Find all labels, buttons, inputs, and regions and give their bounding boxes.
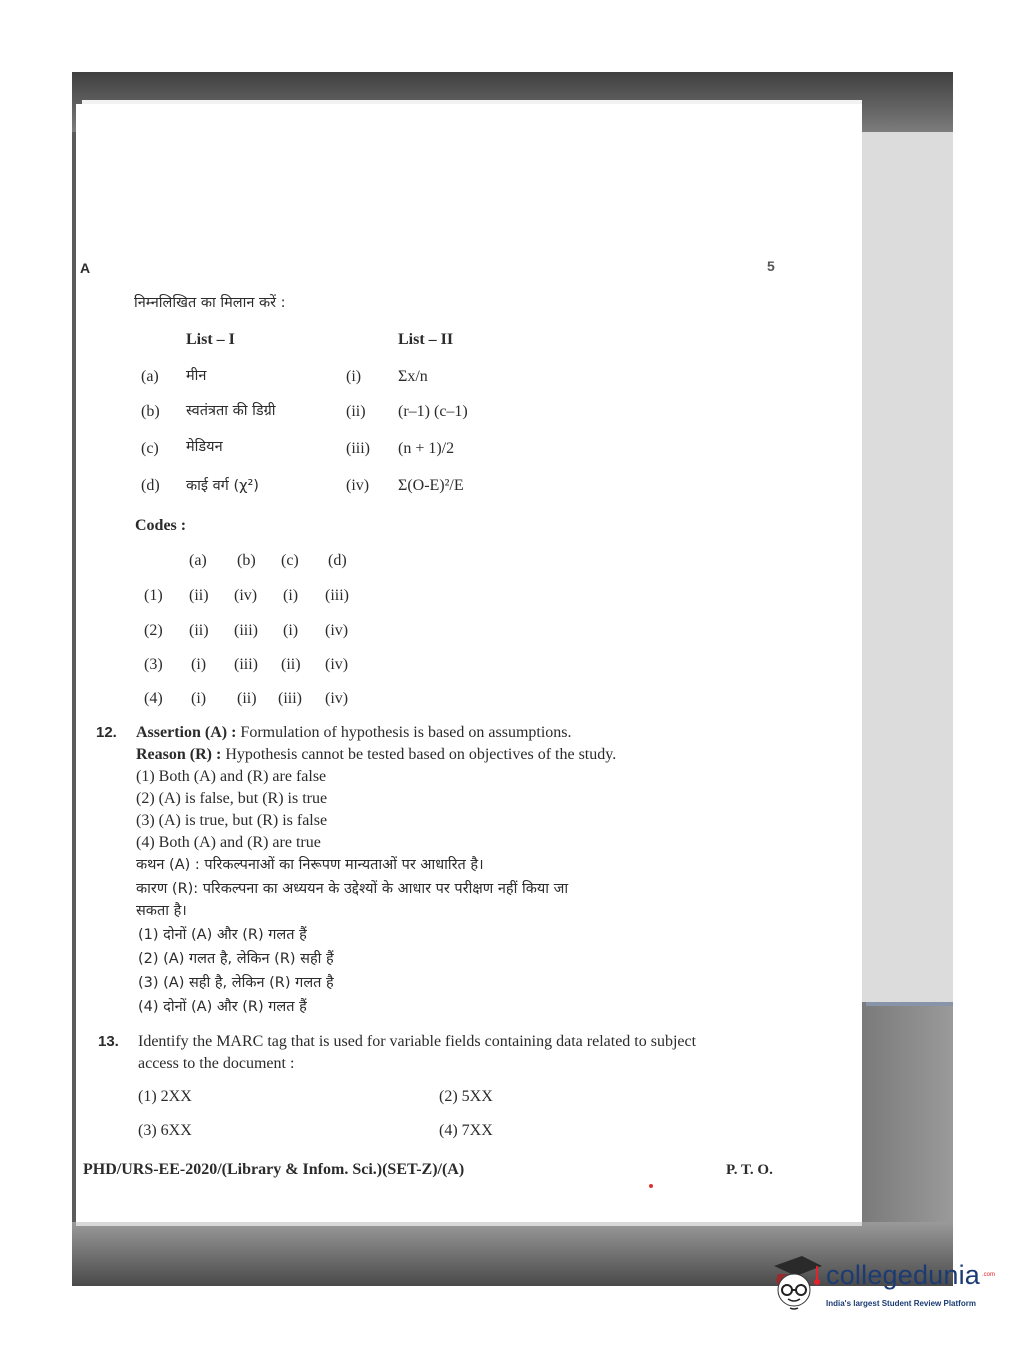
- match-row-num: (ii): [346, 403, 366, 420]
- match-row-num: (i): [346, 368, 362, 385]
- q13-option: (1) 2XX: [138, 1088, 192, 1105]
- q12-option-en: (2) (A) is false, but (R) is true: [136, 790, 328, 807]
- code-value: (iv): [234, 587, 258, 604]
- code-header: (b): [237, 552, 256, 569]
- code-header: (d): [328, 552, 347, 569]
- match-row-formula: Σ(O-E)²/E: [398, 477, 464, 494]
- set-letter: A: [80, 260, 91, 276]
- code-value: (iii): [234, 622, 258, 639]
- code-value: (iii): [278, 690, 302, 707]
- match-row-num: (iv): [346, 477, 370, 494]
- q12-hindi-reason: कारण (R): परिकल्पना का अध्ययन के उद्देश्यों के आधार पर परीक्षण नहीं किया जा: [136, 881, 569, 897]
- list2-heading: List – II: [398, 331, 454, 348]
- brand-tld: .com: [982, 1272, 996, 1278]
- q12-option-hi: (1) दोनों (A) और (R) गलत हैं: [138, 927, 307, 943]
- q12-reason: [136, 745, 616, 765]
- code-value: (iv): [325, 622, 349, 639]
- match-row-label: (d): [141, 477, 160, 494]
- match-row-label: (c): [141, 440, 159, 457]
- match-row-label: (a): [141, 368, 159, 385]
- match-row-item: मीन: [186, 368, 207, 384]
- code-value: (ii): [281, 656, 301, 673]
- match-row-item: काई वर्ग (χ²): [186, 478, 259, 494]
- q12-hindi-assertion: कथन (A) : परिकल्पनाओं का निरूपण मान्यताओं पर आधारित है।: [136, 857, 484, 873]
- match-row-item: मेडियन: [186, 439, 223, 455]
- q12-option-hi: (2) (A) गलत है, लेकिन (R) सही हैं: [138, 951, 334, 967]
- q13-question: Identify the MARC tag that is used for variable fields containing data related to subject: [138, 1033, 697, 1050]
- match-row-label: (b): [141, 403, 160, 420]
- code-option: (3): [144, 656, 163, 673]
- brand-tagline: India's largest Student Review Platform: [826, 1299, 976, 1308]
- scan-edge-line: [866, 1002, 953, 1006]
- page-bottom-edge: [76, 1222, 862, 1226]
- match-row-formula: (n + 1)/2: [398, 440, 455, 457]
- q12-option-hi: (4) दोनों (A) और (R) गलत हैं: [138, 999, 307, 1015]
- code-value: (ii): [237, 690, 257, 707]
- scan-mark: [649, 1184, 653, 1188]
- code-value: (iii): [325, 587, 349, 604]
- q12-option-en: (4) Both (A) and (R) are true: [136, 834, 321, 851]
- reason-text: Hypothesis cannot be tested based on objectives of the study.: [221, 746, 617, 763]
- code-value: (i): [283, 622, 299, 639]
- code-value: (iv): [325, 656, 349, 673]
- assertion-label: Assertion (A) :: [136, 724, 237, 741]
- paper-code: PHD/URS-EE-2020/(Library & Infom. Sci.)(SET-Z)/(A): [83, 1161, 465, 1178]
- code-value: (ii): [189, 622, 209, 639]
- collegedunia-watermark: [768, 1252, 998, 1318]
- q12-option-en: (1) Both (A) and (R) are false: [136, 768, 327, 785]
- graduate-mascot-icon: [768, 1252, 824, 1316]
- q12-hindi-reason-cont: सकता है।: [136, 903, 187, 919]
- q12-assertion: [136, 723, 572, 743]
- code-header: (c): [281, 552, 299, 569]
- q11-instruction: निम्नलिखित का मिलान करें :: [134, 295, 286, 311]
- scan-right-page-edge: [862, 132, 953, 1002]
- q12-option-hi: (3) (A) सही है, लेकिन (R) गलत है: [138, 975, 334, 991]
- list1-heading: List – I: [186, 331, 235, 348]
- match-row-item: स्वतंत्रता की डिग्री: [186, 403, 276, 419]
- code-option: (4): [144, 690, 163, 707]
- code-header: (a): [189, 552, 207, 569]
- q13-option: (2) 5XX: [439, 1088, 493, 1105]
- assertion-text: Formulation of hypothesis is based on assumptions.: [236, 724, 572, 741]
- page-number: 5: [767, 258, 775, 274]
- code-value: (iv): [325, 690, 349, 707]
- code-value: (ii): [189, 587, 209, 604]
- match-row-formula: (r–1) (c–1): [398, 403, 468, 420]
- q12-option-en: (3) (A) is true, but (R) is false: [136, 812, 328, 829]
- code-value: (i): [283, 587, 299, 604]
- code-value: (i): [191, 656, 207, 673]
- code-option: (2): [144, 622, 163, 639]
- match-row-formula: Σx/n: [398, 368, 428, 385]
- code-value: (iii): [234, 656, 258, 673]
- code-value: (i): [191, 690, 207, 707]
- q13-number: 13.: [98, 1033, 119, 1050]
- pto-label: P. T. O.: [726, 1162, 773, 1178]
- q13-option: (3) 6XX: [138, 1122, 192, 1139]
- match-row-num: (iii): [346, 440, 370, 457]
- brand-name: collegedunia: [826, 1260, 981, 1290]
- reason-label: Reason (R) :: [136, 746, 222, 763]
- q13-option: (4) 7XX: [439, 1122, 493, 1139]
- code-option: (1): [144, 587, 163, 604]
- q12-number: 12.: [96, 724, 117, 741]
- q13-question-cont: access to the document :: [138, 1055, 295, 1072]
- codes-label: Codes :: [135, 517, 187, 534]
